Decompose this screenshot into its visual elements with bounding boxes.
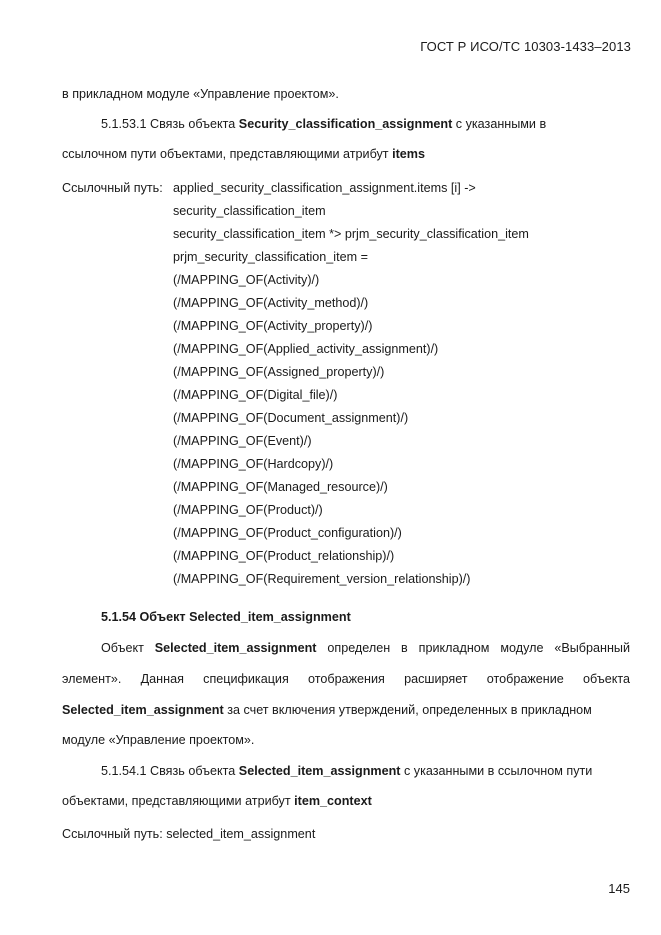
reference-path-line: (/MAPPING_OF(Product)/) bbox=[173, 503, 323, 517]
clause-5-1-54-1-line2 bbox=[62, 794, 372, 808]
reference-path-line: (/MAPPING_OF(Managed_resource)/) bbox=[173, 480, 388, 494]
section-heading-5-1-54: 5.1.54 Объект Selected_item_assignment bbox=[101, 610, 351, 624]
reference-path-line: (/MAPPING_OF(Applied_activity_assignment)/) bbox=[173, 342, 439, 356]
reference-path-line: (/MAPPING_OF(Activity_property)/) bbox=[173, 319, 373, 333]
reference-path-line: (/MAPPING_OF(Activity)/) bbox=[173, 273, 320, 287]
paragraph-text: определен в прикладном модуле «Выбранный bbox=[327, 641, 631, 655]
reference-path-line: (/MAPPING_OF(Hardcopy)/) bbox=[173, 457, 334, 471]
attribute-name: items bbox=[392, 147, 425, 161]
reference-path-line: (/MAPPING_OF(Assigned_property)/) bbox=[173, 365, 385, 379]
paragraph-line4: модуле «Управление проектом». bbox=[62, 733, 255, 747]
reference-path-line: (/MAPPING_OF(Requirement_version_relationship)/) bbox=[173, 572, 471, 586]
object-name: Selected_item_assignment bbox=[154, 641, 317, 655]
paragraph-continuation: в прикладном модуле «Управление проектом». bbox=[62, 87, 339, 101]
clause-5-1-53-1-line1 bbox=[101, 117, 546, 131]
page-number: 145 bbox=[608, 881, 630, 896]
reference-path-line: security_classification_item *> prjm_security_classification_item bbox=[173, 227, 529, 241]
clause-text: с указанными в bbox=[455, 117, 547, 131]
reference-path-label: Ссылочный путь: bbox=[62, 181, 163, 195]
clause-text: объектами, представляющими атрибут bbox=[62, 794, 291, 808]
paragraph-line3 bbox=[62, 703, 630, 717]
object-name: Selected_item_assignment bbox=[238, 764, 401, 778]
paragraph-line1 bbox=[62, 641, 630, 655]
attribute-name: item_context bbox=[294, 794, 372, 808]
paragraph-text: Объект bbox=[101, 641, 144, 655]
reference-path-line: prjm_security_classification_item = bbox=[173, 250, 368, 264]
clause-text: с указанными в ссылочном пути bbox=[404, 764, 593, 778]
reference-path-line: (/MAPPING_OF(Digital_file)/) bbox=[173, 388, 338, 402]
reference-path-line: (/MAPPING_OF(Product_configuration)/) bbox=[173, 526, 402, 540]
object-name: Security_classification_assignment bbox=[238, 117, 453, 131]
reference-path-2: Ссылочный путь: selected_item_assignment bbox=[62, 827, 316, 841]
clause-text: Связь объекта bbox=[150, 764, 236, 778]
document-header: ГОСТ Р ИСО/ТС 10303-1433–2013 bbox=[420, 39, 631, 54]
clause-text: ссылочном пути объектами, представляющими атрибут bbox=[62, 147, 389, 161]
reference-path-first-line: applied_security_classification_assignment.items [i] -> bbox=[173, 181, 476, 195]
reference-path-line: (/MAPPING_OF(Activity_method)/) bbox=[173, 296, 369, 310]
clause-5-1-54-1-line1 bbox=[101, 764, 592, 778]
reference-path-line: (/MAPPING_OF(Event)/) bbox=[173, 434, 312, 448]
paragraph-line2: элемент». Данная спецификация отображения расширяет отображение объекта bbox=[62, 672, 630, 686]
clause-number: 5.1.54.1 bbox=[101, 764, 147, 778]
object-name: Selected_item_assignment bbox=[62, 703, 224, 717]
clause-number: 5.1.53.1 bbox=[101, 117, 147, 131]
clause-text: Связь объекта bbox=[150, 117, 236, 131]
reference-path-line: (/MAPPING_OF(Document_assignment)/) bbox=[173, 411, 409, 425]
reference-path-line: (/MAPPING_OF(Product_relationship)/) bbox=[173, 549, 395, 563]
clause-5-1-53-1-line2 bbox=[62, 147, 425, 161]
reference-path-line: security_classification_item bbox=[173, 204, 326, 218]
paragraph-text: за счет включения утверждений, определенных в прикладном bbox=[227, 703, 592, 717]
